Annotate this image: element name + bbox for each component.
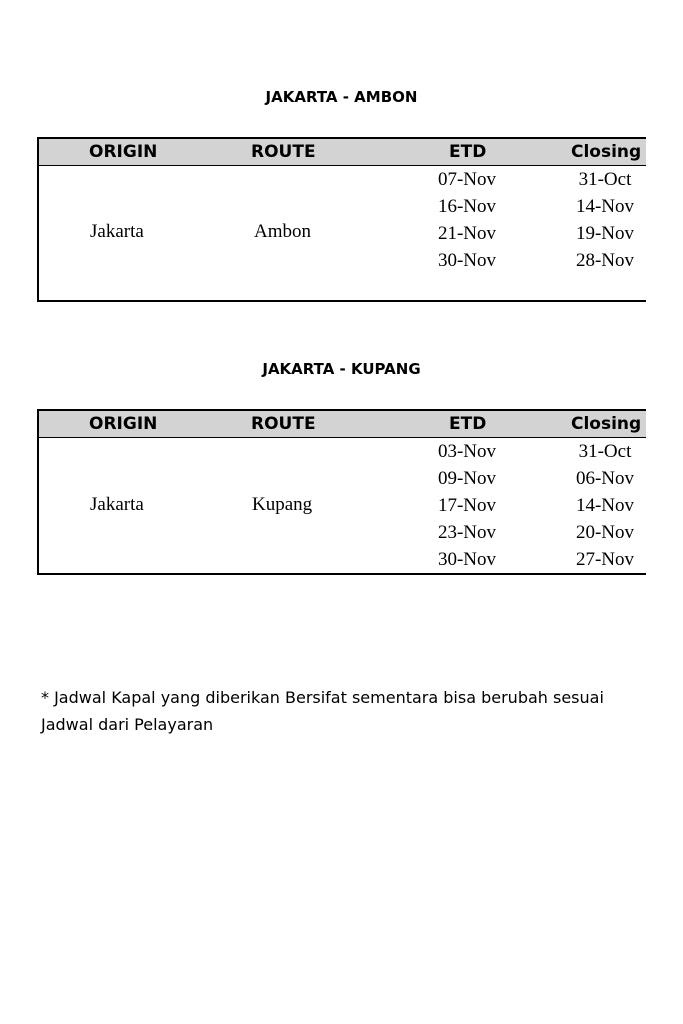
schedule-disclaimer-note: * Jadwal Kapal yang diberikan Bersifat sementara bisa berubah sesuai Jadwal dari Pelayaran	[41, 688, 604, 734]
etd-date: 17-Nov	[437, 495, 497, 516]
origin-cell: Jakarta	[90, 494, 144, 515]
section-title-ambon: JAKARTA - AMBON	[265, 88, 418, 106]
schedule-table-kupang	[37, 409, 646, 575]
etd-date: 30-Nov	[437, 549, 497, 570]
route-cell: Kupang	[252, 494, 313, 515]
header-closing: Closing	[571, 414, 642, 434]
closing-date: 27-Nov	[575, 549, 635, 570]
etd-date: 07-Nov	[437, 169, 497, 190]
section-title-kupang: JAKARTA - KUPANG	[262, 360, 421, 378]
header-etd: ETD	[449, 142, 487, 162]
etd-date: 23-Nov	[437, 522, 497, 543]
closing-date: 31-Oct	[578, 169, 632, 190]
schedule-table-ambon	[37, 137, 646, 302]
closing-date: 14-Nov	[575, 196, 635, 217]
header-origin: ORIGIN	[89, 414, 158, 434]
origin-cell: Jakarta	[90, 221, 144, 242]
etd-date: 09-Nov	[437, 468, 497, 489]
closing-date: 20-Nov	[575, 522, 635, 543]
etd-date: 30-Nov	[437, 250, 497, 271]
header-route: ROUTE	[251, 142, 316, 162]
etd-column	[417, 438, 517, 573]
closing-date: 06-Nov	[575, 468, 635, 489]
etd-column	[417, 166, 517, 274]
closing-date: 14-Nov	[575, 495, 635, 516]
closing-date: 31-Oct	[578, 441, 632, 462]
table-header	[39, 411, 646, 438]
etd-date: 16-Nov	[437, 196, 497, 217]
etd-date: 21-Nov	[437, 223, 497, 244]
closing-column	[555, 438, 655, 573]
route-cell: Ambon	[254, 221, 311, 242]
closing-column	[555, 166, 655, 274]
table-header	[39, 139, 646, 166]
header-origin: ORIGIN	[89, 142, 158, 162]
header-route: ROUTE	[251, 414, 316, 434]
closing-date: 28-Nov	[575, 250, 635, 271]
header-etd: ETD	[449, 414, 487, 434]
header-closing: Closing	[571, 142, 642, 162]
closing-date: 19-Nov	[575, 223, 635, 244]
etd-date: 03-Nov	[437, 441, 497, 462]
